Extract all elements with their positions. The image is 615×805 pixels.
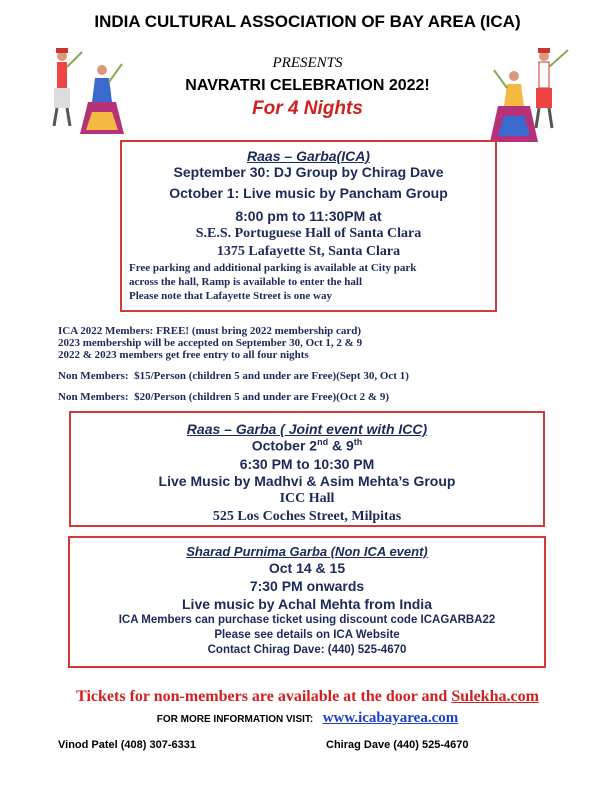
parking-line-3: Please note that Lafayette Street is one way [129,290,332,302]
nonmember-label: Non Members: [58,391,129,403]
joint-date-sup1: nd [317,437,329,447]
tickets-line [0,688,615,706]
info-label: FOR MORE INFORMATION VISIT: [156,714,314,725]
info-line [0,709,615,727]
membership-line-3: 2022 & 2023 members get free entry to all four nights [58,349,309,361]
presents-label: PRESENTS [272,55,343,71]
tickets-text: Tickets for non-members are available at the door and [76,688,452,705]
sulekha-link[interactable]: Sulekha.com [451,688,539,705]
sharad-purnima-box [68,536,546,668]
joint-address: 525 Los Coches Street, Milpitas [212,509,402,524]
nonmember-price-1 [58,370,409,382]
joint-music: Live Music by Madhvi & Asim Mehta’s Group [158,473,456,489]
sharad-dates: Oct 14 & 15 [268,560,346,576]
contact-chirag: Chirag Dave (440) 525-4670 [326,739,469,751]
sharad-details: Please see details on ICA Website [214,629,400,641]
parking-line-1: Free parking and additional parking is available at City park [129,262,417,274]
contact-vinod: Vinod Patel (408) 307-6331 [58,739,196,751]
sharad-time: 7:30 PM onwards [249,578,365,594]
box2-heading: Raas – Garba ( Joint event with ICC) [186,421,428,437]
joint-date-sup2: th [353,437,363,447]
sharad-discount: ICA Members can purchase ticket using discount code ICAGARBA22 [118,614,496,626]
membership-line-2: 2023 membership will be accepted on September 30, Oct 1, 2 & 9 [58,337,363,349]
nonmember-price-2 [58,391,389,403]
box1-heading: Raas – Garba(ICA) [247,148,370,164]
nonmember-price-1-text: $15/Person (children 5 and under are Free)(Sept 30, Oct 1) [134,370,409,382]
raas-garba-joint-box [69,411,545,527]
nonmember-price-2-text: $20/Person (children 5 and under are Free)(Oct 2 & 9) [134,391,389,403]
joint-dates [71,437,543,454]
joint-date-prefix: October 2 [251,437,318,454]
event-title: NAVRATRI CELEBRATION 2022! [185,77,430,94]
venue-line: S.E.S. Portuguese Hall of Santa Clara [195,226,422,241]
address-line: 1375 Lafayette St, Santa Clara [216,244,401,259]
joint-time: 6:30 PM to 10:30 PM [239,456,375,472]
org-title: INDIA CULTURAL ASSOCIATION OF BAY AREA (ICA) [94,12,521,31]
website-link[interactable]: www.icabayarea.com [322,710,459,726]
raas-garba-ica-box [120,140,497,312]
joint-hall: ICC Hall [279,491,335,506]
live-music-line: October 1: Live music by Pancham Group [169,185,448,201]
parking-line-2: across the hall, Ramp is available to enter the hall [129,276,363,288]
nonmember-label: Non Members: [58,370,129,382]
dj-line: September 30: DJ Group by Chirag Dave [173,164,444,180]
nights-label: For 4 Nights [252,98,363,119]
sharad-contact: Contact Chirag Dave: (440) 525-4670 [207,644,407,656]
joint-date-mid: & 9 [328,437,354,454]
membership-line-1: ICA 2022 Members: FREE! (must bring 2022 membership card) [58,325,362,337]
sharad-music: Live music by Achal Mehta from India [182,596,432,612]
box3-heading: Sharad Purnima Garba (Non ICA event) [186,544,428,559]
time-line: 8:00 pm to 11:30PM at [235,208,382,224]
